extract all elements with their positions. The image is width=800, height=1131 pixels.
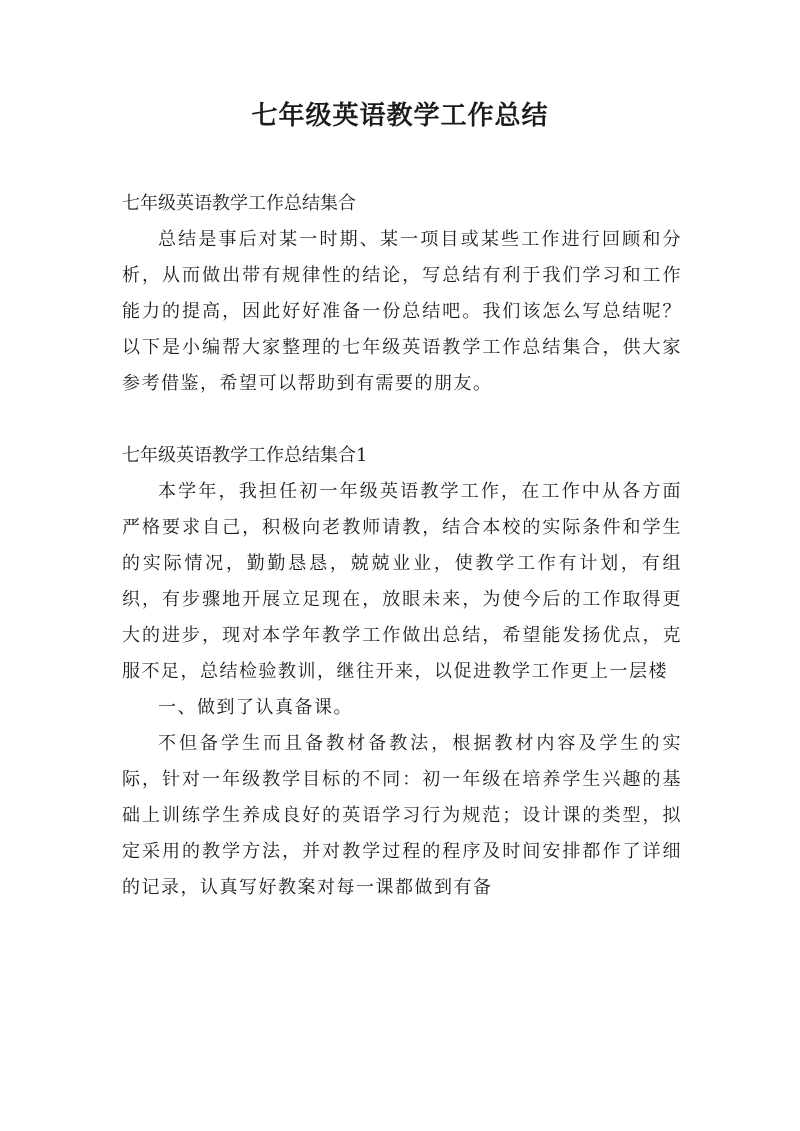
document-title: 七年级英语教学工作总结 — [251, 101, 549, 131]
document-body — [122, 186, 682, 906]
section-heading: 七年级英语教学工作总结集合 — [122, 193, 356, 214]
sub-heading-preparation: 一、做到了认真备课。 — [158, 697, 353, 718]
paragraph-spacer — [122, 402, 682, 438]
body-paragraph-preparation: 不但备学生而且备教材备教法，根据教材内容及学生的实际，针对一年级教学目标的不同：初一年级在培养学生兴趣的基础上训练学生养成良好的英语学习行为规范；设计课的类型，拟定采用的教学方法，并对教学过程的程序及时间安排都作了详细的记录，认真写好教案对每一课都做到有备 — [122, 733, 682, 898]
section-heading-1: 七年级英语教学工作总结集合1 — [122, 445, 368, 466]
body-paragraph: 本学年，我担任初一年级英语教学工作，在工作中从各方面严格要求自己，积极向老教师请教，结合本校的实际条件和学生的实际情况，勤勤恳恳，兢兢业业，使教学工作有计划，有组织，有步骤地开展立足现在，放眼未来，为使今后的工作取得更大的进步，现对本学年教学工作做出总结，希望能发扬优点，克服不足，总结检验教训，继往开来，以促进教学工作更上一层楼 — [122, 481, 682, 682]
intro-paragraph: 总结是事后对某一时期、某一项目或某些工作进行回顾和分析，从而做出带有规律性的结论，写总结有利于我们学习和工作能力的提高，因此好好准备一份总结吧。我们该怎么写总结呢？以下是小编帮大家整理的七年级英语教学工作总结集合，供大家参考借鉴，希望可以帮助到有需要的朋友。 — [122, 229, 682, 394]
